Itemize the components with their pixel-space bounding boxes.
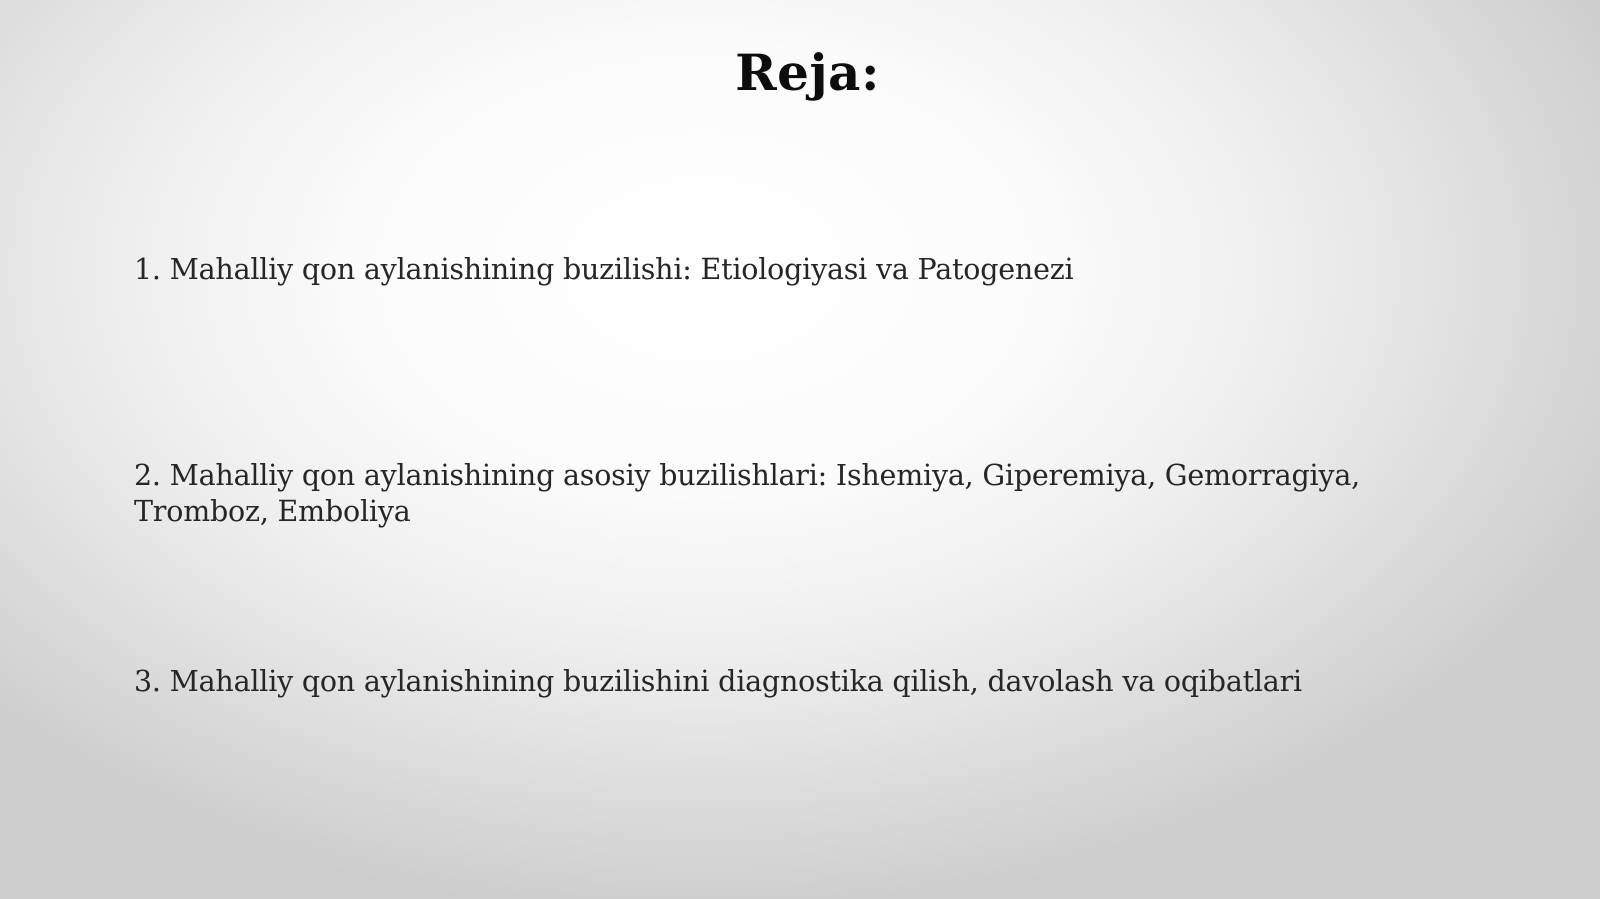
plan-item-3: 3. Mahalliy qon aylanishining buzilishini diagnostika qilish, davolash va oqibatlari	[134, 665, 1302, 698]
slide-title: Reja:	[735, 43, 880, 102]
plan-item-1: 1. Mahalliy qon aylanishining buzilishi: Etiologiyasi va Patogenezi	[134, 253, 1074, 286]
plan-item-2: 2. Mahalliy qon aylanishining asosiy buzilishlari: Ishemiya, Giperemiya, Gemorragiya, Tromboz, Emboliya	[134, 459, 1360, 528]
